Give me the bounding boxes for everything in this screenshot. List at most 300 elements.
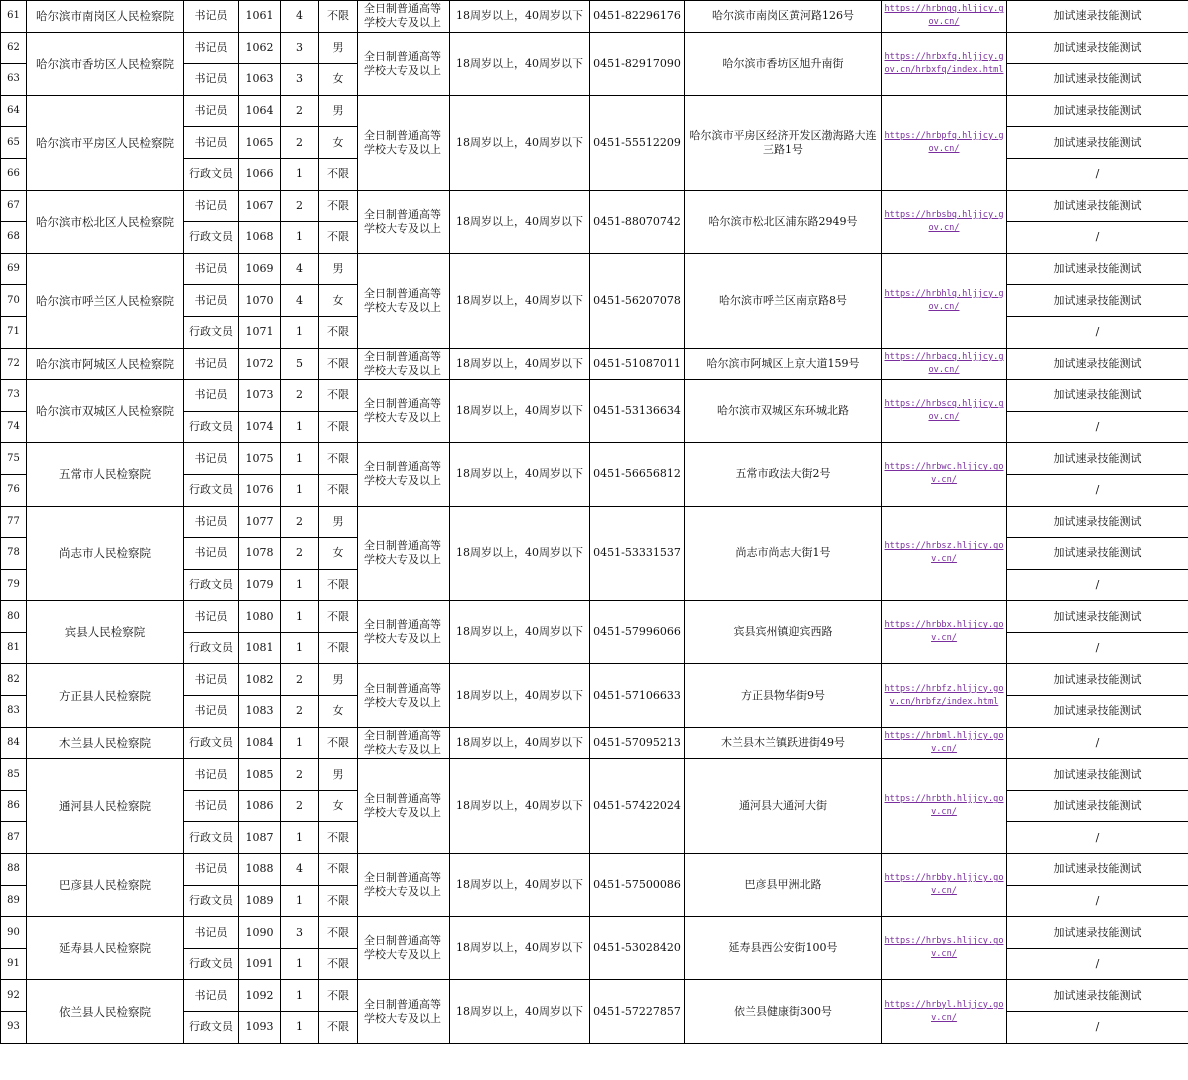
hire-count: 4 bbox=[281, 285, 319, 317]
position-title: 行政文员 bbox=[184, 727, 239, 759]
website-link[interactable]: https://hrbacq.hljjcy.gov.cn/ bbox=[884, 351, 1004, 375]
row-index: 90 bbox=[1, 917, 27, 949]
position-title: 书记员 bbox=[184, 285, 239, 317]
website-link[interactable]: https://hrbbx.hljjcy.gov.cn/ bbox=[884, 620, 1004, 644]
hire-count: 1 bbox=[281, 980, 319, 1012]
website-link[interactable]: https://hrbpfq.hljjcy.gov.cn/ bbox=[884, 130, 1004, 154]
row-index: 77 bbox=[1, 506, 27, 538]
website-cell bbox=[882, 759, 1007, 854]
website-cell bbox=[882, 380, 1007, 443]
hire-count: 1 bbox=[281, 948, 319, 980]
gender-requirement: 男 bbox=[319, 253, 358, 285]
contact-phone: 0451-53331537 bbox=[590, 506, 685, 601]
website-link[interactable]: https://hrbml.hljjcy.gov.cn/ bbox=[884, 730, 1004, 754]
unit-address: 宾县宾州镇迎宾西路 bbox=[685, 601, 882, 664]
website-link[interactable]: https://hrbys.hljjcy.gov.cn/ bbox=[884, 936, 1004, 960]
website-link[interactable]: https://hrbwc.hljjcy.gov.cn/ bbox=[884, 462, 1004, 486]
remark: 加试速录技能测试 bbox=[1007, 1, 1188, 33]
contact-phone: 0451-56207078 bbox=[590, 253, 685, 348]
hire-count: 2 bbox=[281, 95, 319, 127]
age-requirement: 18周岁以上，40周岁以下 bbox=[450, 190, 590, 253]
remark: 加试速录技能测试 bbox=[1007, 253, 1188, 285]
unit-name: 巴彦县人民检察院 bbox=[27, 854, 184, 917]
remark: / bbox=[1007, 222, 1188, 254]
position-title: 书记员 bbox=[184, 980, 239, 1012]
website-cell bbox=[882, 1, 1007, 33]
row-index: 65 bbox=[1, 127, 27, 159]
position-title: 书记员 bbox=[184, 1, 239, 33]
unit-address: 依兰县健康街300号 bbox=[685, 980, 882, 1043]
remark: / bbox=[1007, 727, 1188, 759]
table-row bbox=[1, 727, 1188, 759]
position-title: 书记员 bbox=[184, 506, 239, 538]
contact-phone: 0451-88070742 bbox=[590, 190, 685, 253]
hire-count: 3 bbox=[281, 32, 319, 64]
gender-requirement: 不限 bbox=[319, 443, 358, 475]
gender-requirement: 不限 bbox=[319, 190, 358, 222]
position-title: 行政文员 bbox=[184, 948, 239, 980]
position-title: 书记员 bbox=[184, 127, 239, 159]
gender-requirement: 不限 bbox=[319, 1012, 358, 1044]
table-body bbox=[1, 1, 1188, 1044]
row-index: 74 bbox=[1, 411, 27, 443]
row-index: 68 bbox=[1, 222, 27, 254]
contact-phone: 0451-82296176 bbox=[590, 1, 685, 33]
unit-address: 延寿县西公安街100号 bbox=[685, 917, 882, 980]
hire-count: 2 bbox=[281, 506, 319, 538]
age-requirement: 18周岁以上，40周岁以下 bbox=[450, 980, 590, 1043]
website-link[interactable]: https://hrbhlq.hljjcy.gov.cn/ bbox=[884, 288, 1004, 312]
unit-address: 方正县物华街9号 bbox=[685, 664, 882, 727]
contact-phone: 0451-57996066 bbox=[590, 601, 685, 664]
position-code: 1072 bbox=[239, 348, 281, 380]
remark: 加试速录技能测试 bbox=[1007, 601, 1188, 633]
row-index: 93 bbox=[1, 1012, 27, 1044]
website-link[interactable]: https://hrbth.hljjcy.gov.cn/ bbox=[884, 794, 1004, 818]
row-index: 91 bbox=[1, 948, 27, 980]
contact-phone: 0451-53136634 bbox=[590, 380, 685, 443]
hire-count: 5 bbox=[281, 348, 319, 380]
unit-address: 木兰县木兰镇跃进街49号 bbox=[685, 727, 882, 759]
position-code: 1090 bbox=[239, 917, 281, 949]
remark: 加试速录技能测试 bbox=[1007, 32, 1188, 64]
age-requirement: 18周岁以上，40周岁以下 bbox=[450, 759, 590, 854]
position-code: 1065 bbox=[239, 127, 281, 159]
table-row bbox=[1, 601, 1188, 633]
gender-requirement: 女 bbox=[319, 285, 358, 317]
gender-requirement: 不限 bbox=[319, 348, 358, 380]
unit-address: 哈尔滨市香坊区旭升南街 bbox=[685, 32, 882, 95]
gender-requirement: 女 bbox=[319, 790, 358, 822]
hire-count: 4 bbox=[281, 1, 319, 33]
education-requirement: 全日制普通高等学校大专及以上 bbox=[358, 980, 450, 1043]
row-index: 66 bbox=[1, 158, 27, 190]
age-requirement: 18周岁以上，40周岁以下 bbox=[450, 253, 590, 348]
row-index: 92 bbox=[1, 980, 27, 1012]
table-row bbox=[1, 253, 1188, 285]
age-requirement: 18周岁以上，40周岁以下 bbox=[450, 380, 590, 443]
position-title: 行政文员 bbox=[184, 885, 239, 917]
row-index: 83 bbox=[1, 696, 27, 728]
contact-phone: 0451-55512209 bbox=[590, 95, 685, 190]
position-code: 1075 bbox=[239, 443, 281, 475]
row-index: 73 bbox=[1, 380, 27, 412]
position-code: 1089 bbox=[239, 885, 281, 917]
position-code: 1086 bbox=[239, 790, 281, 822]
education-requirement: 全日制普通高等学校大专及以上 bbox=[358, 95, 450, 190]
gender-requirement: 不限 bbox=[319, 727, 358, 759]
remark: / bbox=[1007, 822, 1188, 854]
website-link[interactable]: https://hrbscq.hljjcy.gov.cn/ bbox=[884, 399, 1004, 423]
hire-count: 1 bbox=[281, 1012, 319, 1044]
position-title: 书记员 bbox=[184, 64, 239, 96]
gender-requirement: 不限 bbox=[319, 474, 358, 506]
hire-count: 4 bbox=[281, 854, 319, 886]
position-title: 行政文员 bbox=[184, 822, 239, 854]
age-requirement: 18周岁以上，40周岁以下 bbox=[450, 506, 590, 601]
position-code: 1093 bbox=[239, 1012, 281, 1044]
unit-name: 木兰县人民检察院 bbox=[27, 727, 184, 759]
gender-requirement: 不限 bbox=[319, 980, 358, 1012]
hire-count: 3 bbox=[281, 64, 319, 96]
row-index: 69 bbox=[1, 253, 27, 285]
unit-name: 宾县人民检察院 bbox=[27, 601, 184, 664]
education-requirement: 全日制普通高等学校大专及以上 bbox=[358, 32, 450, 95]
gender-requirement: 不限 bbox=[319, 1, 358, 33]
education-requirement: 全日制普通高等学校大专及以上 bbox=[358, 727, 450, 759]
position-code: 1085 bbox=[239, 759, 281, 791]
position-code: 1088 bbox=[239, 854, 281, 886]
unit-name: 哈尔滨市香坊区人民检察院 bbox=[27, 32, 184, 95]
age-requirement: 18周岁以上，40周岁以下 bbox=[450, 1, 590, 33]
unit-address: 哈尔滨市南岗区黄河路126号 bbox=[685, 1, 882, 33]
hire-count: 3 bbox=[281, 917, 319, 949]
hire-count: 1 bbox=[281, 632, 319, 664]
position-title: 书记员 bbox=[184, 696, 239, 728]
hire-count: 1 bbox=[281, 601, 319, 633]
age-requirement: 18周岁以上，40周岁以下 bbox=[450, 32, 590, 95]
gender-requirement: 女 bbox=[319, 127, 358, 159]
contact-phone: 0451-53028420 bbox=[590, 917, 685, 980]
gender-requirement: 不限 bbox=[319, 222, 358, 254]
gender-requirement: 男 bbox=[319, 759, 358, 791]
website-cell bbox=[882, 443, 1007, 506]
position-code: 1079 bbox=[239, 569, 281, 601]
position-code: 1076 bbox=[239, 474, 281, 506]
website-cell bbox=[882, 348, 1007, 380]
website-cell bbox=[882, 95, 1007, 190]
position-title: 行政文员 bbox=[184, 158, 239, 190]
contact-phone: 0451-51087011 bbox=[590, 348, 685, 380]
hire-count: 1 bbox=[281, 885, 319, 917]
position-code: 1066 bbox=[239, 158, 281, 190]
row-index: 62 bbox=[1, 32, 27, 64]
hire-count: 2 bbox=[281, 664, 319, 696]
unit-address: 哈尔滨市呼兰区南京路8号 bbox=[685, 253, 882, 348]
hire-count: 2 bbox=[281, 190, 319, 222]
education-requirement: 全日制普通高等学校大专及以上 bbox=[358, 601, 450, 664]
gender-requirement: 男 bbox=[319, 506, 358, 538]
table-row bbox=[1, 854, 1188, 886]
hire-count: 2 bbox=[281, 696, 319, 728]
education-requirement: 全日制普通高等学校大专及以上 bbox=[358, 1, 450, 33]
unit-address: 哈尔滨市平房区经济开发区渤海路大连三路1号 bbox=[685, 95, 882, 190]
age-requirement: 18周岁以上，40周岁以下 bbox=[450, 601, 590, 664]
unit-name: 尚志市人民检察院 bbox=[27, 506, 184, 601]
gender-requirement: 不限 bbox=[319, 885, 358, 917]
unit-address: 通河县大通河大街 bbox=[685, 759, 882, 854]
gender-requirement: 不限 bbox=[319, 948, 358, 980]
row-index: 85 bbox=[1, 759, 27, 791]
position-title: 书记员 bbox=[184, 443, 239, 475]
education-requirement: 全日制普通高等学校大专及以上 bbox=[358, 443, 450, 506]
remark: 加试速录技能测试 bbox=[1007, 190, 1188, 222]
position-title: 行政文员 bbox=[184, 632, 239, 664]
table-row bbox=[1, 380, 1188, 412]
hire-count: 1 bbox=[281, 158, 319, 190]
remark: / bbox=[1007, 632, 1188, 664]
hire-count: 1 bbox=[281, 443, 319, 475]
age-requirement: 18周岁以上，40周岁以下 bbox=[450, 348, 590, 380]
position-code: 1067 bbox=[239, 190, 281, 222]
website-cell bbox=[882, 854, 1007, 917]
row-index: 64 bbox=[1, 95, 27, 127]
hire-count: 1 bbox=[281, 822, 319, 854]
hire-count: 1 bbox=[281, 727, 319, 759]
remark: 加试速录技能测试 bbox=[1007, 127, 1188, 159]
website-link[interactable]: https://hrbsz.hljjcy.gov.cn/ bbox=[884, 541, 1004, 565]
gender-requirement: 男 bbox=[319, 95, 358, 127]
position-title: 书记员 bbox=[184, 348, 239, 380]
position-code: 1080 bbox=[239, 601, 281, 633]
website-cell bbox=[882, 506, 1007, 601]
unit-name: 延寿县人民检察院 bbox=[27, 917, 184, 980]
contact-phone: 0451-57500086 bbox=[590, 854, 685, 917]
remark: 加试速录技能测试 bbox=[1007, 854, 1188, 886]
remark: / bbox=[1007, 569, 1188, 601]
contact-phone: 0451-82917090 bbox=[590, 32, 685, 95]
position-code: 1064 bbox=[239, 95, 281, 127]
position-title: 行政文员 bbox=[184, 569, 239, 601]
remark: / bbox=[1007, 316, 1188, 348]
unit-name: 哈尔滨市松北区人民检察院 bbox=[27, 190, 184, 253]
education-requirement: 全日制普通高等学校大专及以上 bbox=[358, 506, 450, 601]
position-title: 书记员 bbox=[184, 917, 239, 949]
remark: / bbox=[1007, 1012, 1188, 1044]
website-cell bbox=[882, 32, 1007, 95]
education-requirement: 全日制普通高等学校大专及以上 bbox=[358, 190, 450, 253]
position-title: 书记员 bbox=[184, 95, 239, 127]
age-requirement: 18周岁以上，40周岁以下 bbox=[450, 664, 590, 727]
contact-phone: 0451-56656812 bbox=[590, 443, 685, 506]
gender-requirement: 男 bbox=[319, 664, 358, 696]
row-index: 78 bbox=[1, 538, 27, 570]
position-code: 1077 bbox=[239, 506, 281, 538]
gender-requirement: 女 bbox=[319, 538, 358, 570]
table-row bbox=[1, 664, 1188, 696]
unit-name: 通河县人民检察院 bbox=[27, 759, 184, 854]
website-link[interactable]: https://hrbngq.hljjcy.gov.cn/ bbox=[884, 4, 1004, 28]
hire-count: 1 bbox=[281, 474, 319, 506]
contact-phone: 0451-57227857 bbox=[590, 980, 685, 1043]
position-title: 书记员 bbox=[184, 190, 239, 222]
table-row bbox=[1, 443, 1188, 475]
position-code: 1084 bbox=[239, 727, 281, 759]
row-index: 70 bbox=[1, 285, 27, 317]
remark: / bbox=[1007, 474, 1188, 506]
table-row bbox=[1, 1, 1188, 33]
remark: 加试速录技能测试 bbox=[1007, 348, 1188, 380]
remark: 加试速录技能测试 bbox=[1007, 380, 1188, 412]
age-requirement: 18周岁以上，40周岁以下 bbox=[450, 854, 590, 917]
position-title: 书记员 bbox=[184, 601, 239, 633]
position-title: 书记员 bbox=[184, 854, 239, 886]
row-index: 84 bbox=[1, 727, 27, 759]
position-title: 行政文员 bbox=[184, 316, 239, 348]
remark: 加试速录技能测试 bbox=[1007, 980, 1188, 1012]
position-code: 1082 bbox=[239, 664, 281, 696]
contact-phone: 0451-57095213 bbox=[590, 727, 685, 759]
position-title: 书记员 bbox=[184, 32, 239, 64]
gender-requirement: 女 bbox=[319, 696, 358, 728]
hire-count: 2 bbox=[281, 759, 319, 791]
position-code: 1092 bbox=[239, 980, 281, 1012]
gender-requirement: 不限 bbox=[319, 632, 358, 664]
row-index: 87 bbox=[1, 822, 27, 854]
table-row bbox=[1, 32, 1188, 64]
gender-requirement: 不限 bbox=[319, 601, 358, 633]
website-cell bbox=[882, 917, 1007, 980]
remark: 加试速录技能测试 bbox=[1007, 285, 1188, 317]
row-index: 89 bbox=[1, 885, 27, 917]
unit-name: 五常市人民检察院 bbox=[27, 443, 184, 506]
hire-count: 2 bbox=[281, 380, 319, 412]
website-link[interactable]: https://hrbfz.hljjcy.gov.cn/hrbfz/index.html bbox=[884, 683, 1004, 707]
hire-count: 4 bbox=[281, 253, 319, 285]
table-row bbox=[1, 95, 1188, 127]
hire-count: 1 bbox=[281, 569, 319, 601]
table-row bbox=[1, 917, 1188, 949]
hire-count: 2 bbox=[281, 127, 319, 159]
position-title: 行政文员 bbox=[184, 411, 239, 443]
position-code: 1073 bbox=[239, 380, 281, 412]
gender-requirement: 不限 bbox=[319, 854, 358, 886]
unit-address: 尚志市尚志大街1号 bbox=[685, 506, 882, 601]
position-title: 书记员 bbox=[184, 790, 239, 822]
row-index: 75 bbox=[1, 443, 27, 475]
gender-requirement: 男 bbox=[319, 32, 358, 64]
position-code: 1071 bbox=[239, 316, 281, 348]
unit-address: 巴彦县甲洲北路 bbox=[685, 854, 882, 917]
position-title: 行政文员 bbox=[184, 222, 239, 254]
unit-name: 哈尔滨市平房区人民检察院 bbox=[27, 95, 184, 190]
position-code: 1078 bbox=[239, 538, 281, 570]
gender-requirement: 不限 bbox=[319, 158, 358, 190]
contact-phone: 0451-57106633 bbox=[590, 664, 685, 727]
position-code: 1091 bbox=[239, 948, 281, 980]
row-index: 61 bbox=[1, 1, 27, 33]
row-index: 72 bbox=[1, 348, 27, 380]
unit-address: 哈尔滨市松北区浦东路2949号 bbox=[685, 190, 882, 253]
row-index: 86 bbox=[1, 790, 27, 822]
age-requirement: 18周岁以上，40周岁以下 bbox=[450, 443, 590, 506]
website-link[interactable]: https://hrbby.hljjcy.gov.cn/ bbox=[884, 873, 1004, 897]
position-code: 1068 bbox=[239, 222, 281, 254]
remark: 加试速录技能测试 bbox=[1007, 64, 1188, 96]
remark: 加试速录技能测试 bbox=[1007, 538, 1188, 570]
remark: / bbox=[1007, 948, 1188, 980]
position-title: 书记员 bbox=[184, 380, 239, 412]
website-cell bbox=[882, 664, 1007, 727]
remark: / bbox=[1007, 411, 1188, 443]
remark: 加试速录技能测试 bbox=[1007, 917, 1188, 949]
position-code: 1087 bbox=[239, 822, 281, 854]
position-title: 书记员 bbox=[184, 664, 239, 696]
age-requirement: 18周岁以上，40周岁以下 bbox=[450, 95, 590, 190]
gender-requirement: 女 bbox=[319, 64, 358, 96]
remark: / bbox=[1007, 158, 1188, 190]
position-title: 行政文员 bbox=[184, 1012, 239, 1044]
website-cell bbox=[882, 601, 1007, 664]
position-title: 书记员 bbox=[184, 253, 239, 285]
remark: / bbox=[1007, 885, 1188, 917]
position-code: 1083 bbox=[239, 696, 281, 728]
remark: 加试速录技能测试 bbox=[1007, 790, 1188, 822]
table-row bbox=[1, 348, 1188, 380]
hire-count: 1 bbox=[281, 316, 319, 348]
gender-requirement: 不限 bbox=[319, 411, 358, 443]
unit-name: 依兰县人民检察院 bbox=[27, 980, 184, 1043]
gender-requirement: 不限 bbox=[319, 569, 358, 601]
position-title: 书记员 bbox=[184, 538, 239, 570]
website-link[interactable]: https://hrbxfq.hljjcy.gov.cn/hrbxfq/index.html bbox=[884, 51, 1004, 75]
unit-name: 哈尔滨市南岗区人民检察院 bbox=[27, 1, 184, 33]
unit-name: 哈尔滨市呼兰区人民检察院 bbox=[27, 253, 184, 348]
education-requirement: 全日制普通高等学校大专及以上 bbox=[358, 917, 450, 980]
education-requirement: 全日制普通高等学校大专及以上 bbox=[358, 348, 450, 380]
row-index: 63 bbox=[1, 64, 27, 96]
table-row bbox=[1, 190, 1188, 222]
hire-count: 2 bbox=[281, 790, 319, 822]
age-requirement: 18周岁以上，40周岁以下 bbox=[450, 917, 590, 980]
unit-name: 方正县人民检察院 bbox=[27, 664, 184, 727]
position-code: 1069 bbox=[239, 253, 281, 285]
row-index: 80 bbox=[1, 601, 27, 633]
gender-requirement: 不限 bbox=[319, 316, 358, 348]
unit-address: 哈尔滨市双城区东环城北路 bbox=[685, 380, 882, 443]
row-index: 71 bbox=[1, 316, 27, 348]
unit-name: 哈尔滨市双城区人民检察院 bbox=[27, 380, 184, 443]
education-requirement: 全日制普通高等学校大专及以上 bbox=[358, 854, 450, 917]
table-row bbox=[1, 980, 1188, 1012]
position-title: 书记员 bbox=[184, 759, 239, 791]
position-code: 1062 bbox=[239, 32, 281, 64]
position-title: 行政文员 bbox=[184, 474, 239, 506]
remark: 加试速录技能测试 bbox=[1007, 95, 1188, 127]
website-cell bbox=[882, 980, 1007, 1043]
row-index: 81 bbox=[1, 632, 27, 664]
row-index: 79 bbox=[1, 569, 27, 601]
row-index: 67 bbox=[1, 190, 27, 222]
row-index: 76 bbox=[1, 474, 27, 506]
unit-name: 哈尔滨市阿城区人民检察院 bbox=[27, 348, 184, 380]
remark: 加试速录技能测试 bbox=[1007, 443, 1188, 475]
position-code: 1081 bbox=[239, 632, 281, 664]
table-row bbox=[1, 506, 1188, 538]
website-cell bbox=[882, 727, 1007, 759]
website-link[interactable]: https://hrbsbq.hljjcy.gov.cn/ bbox=[884, 209, 1004, 233]
website-link[interactable]: https://hrbyl.hljjcy.gov.cn/ bbox=[884, 999, 1004, 1023]
